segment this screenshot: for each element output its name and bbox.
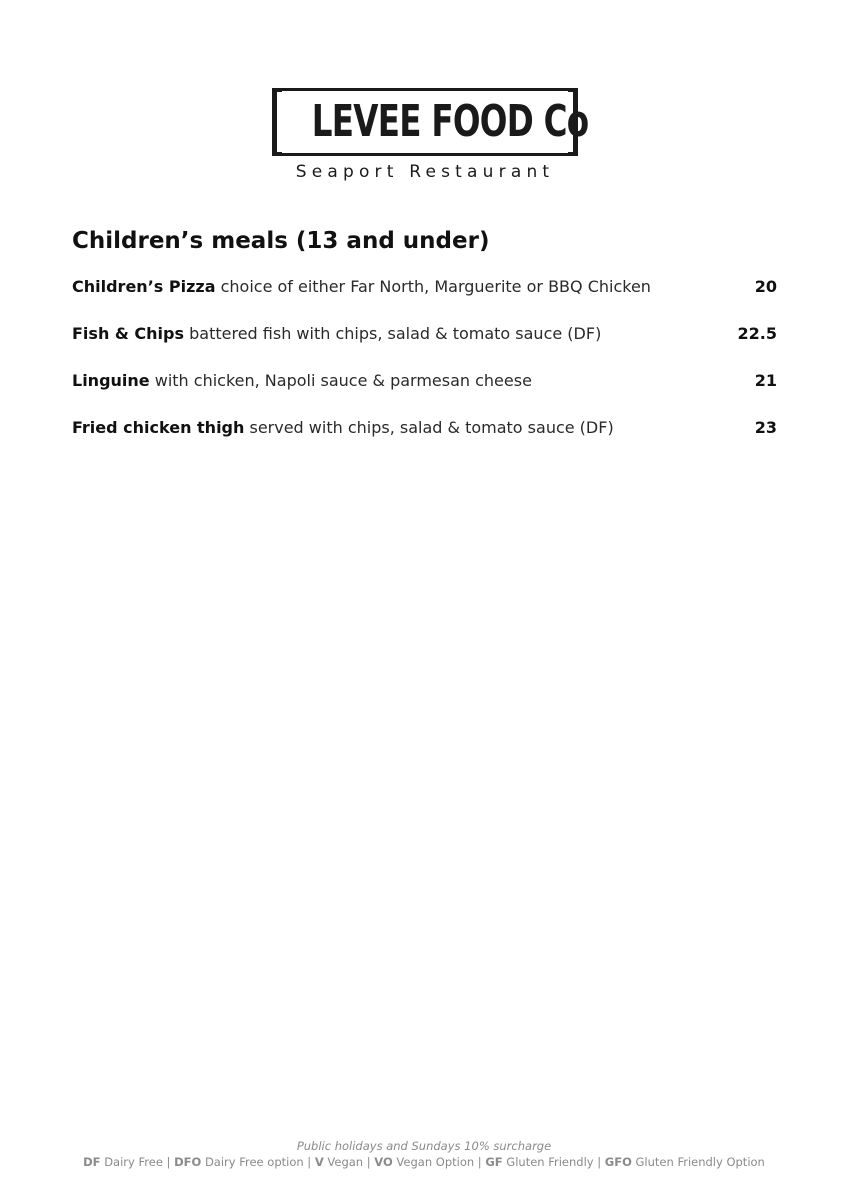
legend-code: DFO bbox=[174, 1155, 202, 1169]
menu-item-price: 23 bbox=[754, 418, 777, 437]
legend-label: Gluten Friendly Option bbox=[635, 1155, 765, 1169]
menu-item-description: battered fish with chips, salad & tomato sauce (DF) bbox=[189, 324, 602, 343]
menu-item-price: 21 bbox=[754, 371, 777, 390]
legend-entry-vo bbox=[374, 1155, 485, 1169]
legend-separator: | bbox=[474, 1155, 486, 1169]
menu-item-name: Linguine bbox=[72, 371, 150, 390]
menu-item-price: 22.5 bbox=[737, 324, 777, 343]
legend-separator: | bbox=[363, 1155, 375, 1169]
legend-label: Dairy Free bbox=[104, 1155, 163, 1169]
menu-item-description: served with chips, salad & tomato sauce (DF) bbox=[249, 418, 614, 437]
restaurant-logo bbox=[272, 88, 589, 184]
logo-subtitle: Seaport Restaurant bbox=[295, 162, 555, 182]
section-title: Children’s meals (13 and under) bbox=[72, 228, 490, 254]
menu-item-name: Fish & Chips bbox=[72, 324, 185, 343]
legend-code: GFO bbox=[604, 1155, 632, 1169]
logo-frame bbox=[272, 88, 589, 156]
menu-item-name: Fried chicken thigh bbox=[72, 418, 245, 437]
legend-entry-gf bbox=[485, 1155, 604, 1169]
legend-separator: | bbox=[303, 1155, 315, 1169]
legend-code: V bbox=[314, 1155, 324, 1169]
legend-code: GF bbox=[485, 1155, 503, 1169]
menu-item bbox=[72, 323, 777, 370]
legend-entry-df bbox=[83, 1155, 174, 1169]
logo-rule-bottom bbox=[280, 153, 570, 156]
legend-separator: | bbox=[593, 1155, 605, 1169]
menu-item-description: with chicken, Napoli sauce & parmesan cheese bbox=[154, 371, 532, 390]
menu-item-description: choice of either Far North, Marguerite or BBQ Chicken bbox=[220, 277, 651, 296]
legend-code: DF bbox=[83, 1155, 101, 1169]
legend-entry-gfo bbox=[605, 1155, 765, 1169]
logo-rule-top bbox=[280, 88, 570, 91]
menu-item bbox=[72, 417, 777, 464]
legend-label: Vegan bbox=[327, 1155, 364, 1169]
logo-bracket-left bbox=[272, 88, 282, 156]
menu-item bbox=[72, 370, 777, 417]
legend-separator: | bbox=[162, 1155, 175, 1169]
menu-item-name: Children’s Pizza bbox=[72, 277, 216, 296]
page-footer bbox=[0, 1138, 848, 1170]
legend-code: VO bbox=[374, 1155, 393, 1169]
dietary-legend bbox=[0, 1154, 848, 1170]
legend-label: Gluten Friendly bbox=[506, 1155, 594, 1169]
legend-label: Dairy Free option bbox=[204, 1155, 304, 1169]
surcharge-note: Public holidays and Sundays 10% surcharge bbox=[296, 1139, 552, 1153]
legend-entry-v bbox=[315, 1155, 374, 1169]
menu-item bbox=[72, 276, 777, 323]
logo-wordmark: LEVEE FOOD Co bbox=[311, 96, 589, 147]
menu-list bbox=[72, 276, 777, 464]
legend-entry-dfo bbox=[174, 1155, 315, 1169]
menu-item-price: 20 bbox=[754, 277, 777, 296]
legend-label: Vegan Option bbox=[396, 1155, 475, 1169]
